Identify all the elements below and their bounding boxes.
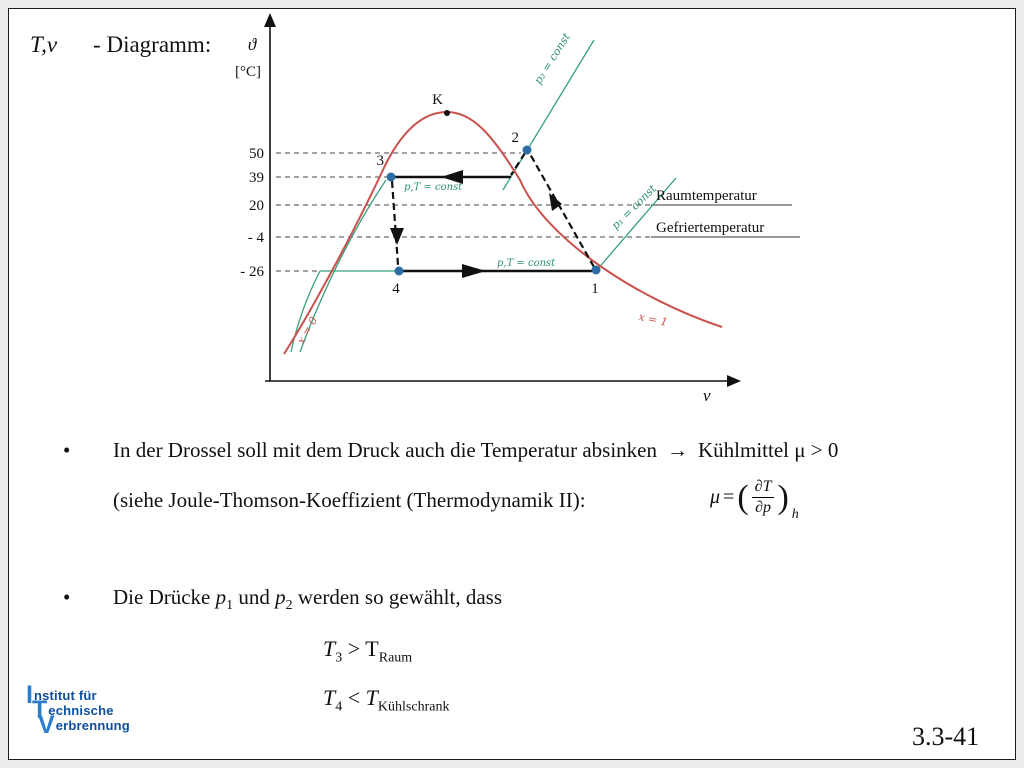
label-quality-x0: x = 0 — [294, 314, 321, 347]
logo-word-1: nstitut für — [33, 688, 97, 703]
formula-close-paren: ) — [777, 478, 789, 516]
state-point-2 — [523, 146, 532, 155]
x-axis-arrowhead — [727, 375, 741, 387]
logo-line-3 — [38, 711, 130, 739]
label-pt-const-bottom: p,T = const — [497, 258, 556, 269]
logo-word-3: erbrennung — [55, 718, 130, 733]
p1-subscript: 1 — [226, 598, 234, 614]
formula-mu: μ — [710, 486, 721, 508]
bullet-2-pre: Die Drücke — [113, 585, 211, 609]
bullet-2-post: werden so gewählt, dass — [297, 585, 502, 609]
itv-logo — [26, 681, 130, 739]
process-3-4-throttle-dashed — [392, 181, 398, 265]
p1-symbol: p — [215, 585, 227, 609]
bullet-2-marker: • — [63, 585, 71, 609]
p2-symbol: p — [275, 585, 286, 609]
condition-t3 — [323, 636, 412, 666]
state-point-3 — [387, 173, 396, 182]
label-raumtemperatur: Raumtemperatur — [656, 188, 757, 204]
formula-open-paren: ( — [737, 478, 749, 516]
formula-subscript-h: h — [791, 507, 799, 522]
y-axis-arrowhead — [264, 13, 276, 27]
label-isobar-p1-const: p₁ = const — [608, 182, 659, 233]
tkuehlschrank-subscript: Kühlschrank — [377, 699, 450, 715]
label-pt-const-top: p,T = const — [404, 182, 463, 193]
label-point-4: 4 — [392, 281, 400, 297]
logo-letter-I: I — [26, 681, 33, 709]
x-axis-label-v: v — [703, 386, 711, 405]
bullet-1-subline: (siehe Joule-Thomson-Koeffizient (Thermodynamik II): — [113, 488, 586, 512]
tkuehlschrank-symbol: T — [365, 685, 378, 710]
formula-fraction — [752, 478, 775, 517]
right-arrow-glyph: → — [667, 438, 688, 462]
bullet-1 — [63, 438, 838, 463]
label-quality-x1: x = 1 — [637, 310, 669, 330]
y-axis-symbol: ϑ — [247, 35, 257, 54]
process-4-1-arrow — [462, 264, 486, 278]
t4-subscript: 4 — [335, 699, 343, 715]
tick-minus4: - 4 — [247, 230, 264, 246]
label-isobar-p2-const: p₂ = const — [531, 30, 574, 87]
title-diagramm: - Diagramm: — [93, 32, 212, 57]
label-point-2: 2 — [511, 130, 519, 146]
t4-operator: < — [347, 685, 361, 710]
logo-letter-V: V — [38, 711, 55, 739]
formula-denominator: ∂p — [755, 499, 772, 516]
state-point-1 — [592, 266, 601, 275]
traum-subscript: Raum — [378, 650, 413, 666]
t3-operator: > — [347, 636, 361, 661]
formula-equals: = — [723, 486, 735, 508]
bullet-2-text — [113, 585, 502, 614]
traum-symbol: T — [365, 636, 379, 661]
formula-numerator: ∂T — [752, 478, 775, 498]
joule-thomson-formula — [710, 478, 799, 522]
bullet-1-tail: Kühlmittel μ > 0 — [698, 438, 839, 462]
bullet-1-main: In der Drossel soll mit dem Druck auch die Temperatur absinken — [113, 438, 657, 462]
page-number: 3.3-41 — [912, 722, 980, 751]
t3-subscript: 3 — [335, 650, 343, 666]
y-axis-unit: [°C] — [235, 64, 261, 80]
bullet-1-text — [113, 438, 838, 463]
tick-minus26: - 26 — [240, 264, 264, 280]
logo-letter-T: T — [32, 696, 48, 724]
critical-point-dot — [444, 110, 450, 116]
condition-t4 — [323, 685, 449, 715]
bullet-2-mid: und — [238, 585, 270, 609]
t3-symbol: T — [323, 636, 336, 661]
tick-20: 20 — [249, 198, 264, 214]
bullet-1-marker: • — [63, 438, 71, 462]
label-point-1: 1 — [591, 281, 599, 297]
process-2-desuperheat-dashed — [511, 153, 525, 175]
label-gefriertemperatur: Gefriertemperatur — [656, 220, 765, 236]
label-critical-point-K: K — [432, 92, 443, 108]
title-tv: T,v — [30, 32, 58, 57]
process-3-4-arrow — [390, 228, 404, 245]
tick-50: 50 — [249, 146, 264, 162]
bullet-2 — [63, 585, 502, 614]
label-point-3: 3 — [376, 153, 384, 169]
state-point-4 — [395, 267, 404, 276]
p2-subscript: 2 — [285, 598, 293, 614]
t4-symbol: T — [323, 685, 336, 710]
logo-word-2: echnische — [48, 703, 114, 718]
tick-39: 39 — [249, 170, 264, 186]
